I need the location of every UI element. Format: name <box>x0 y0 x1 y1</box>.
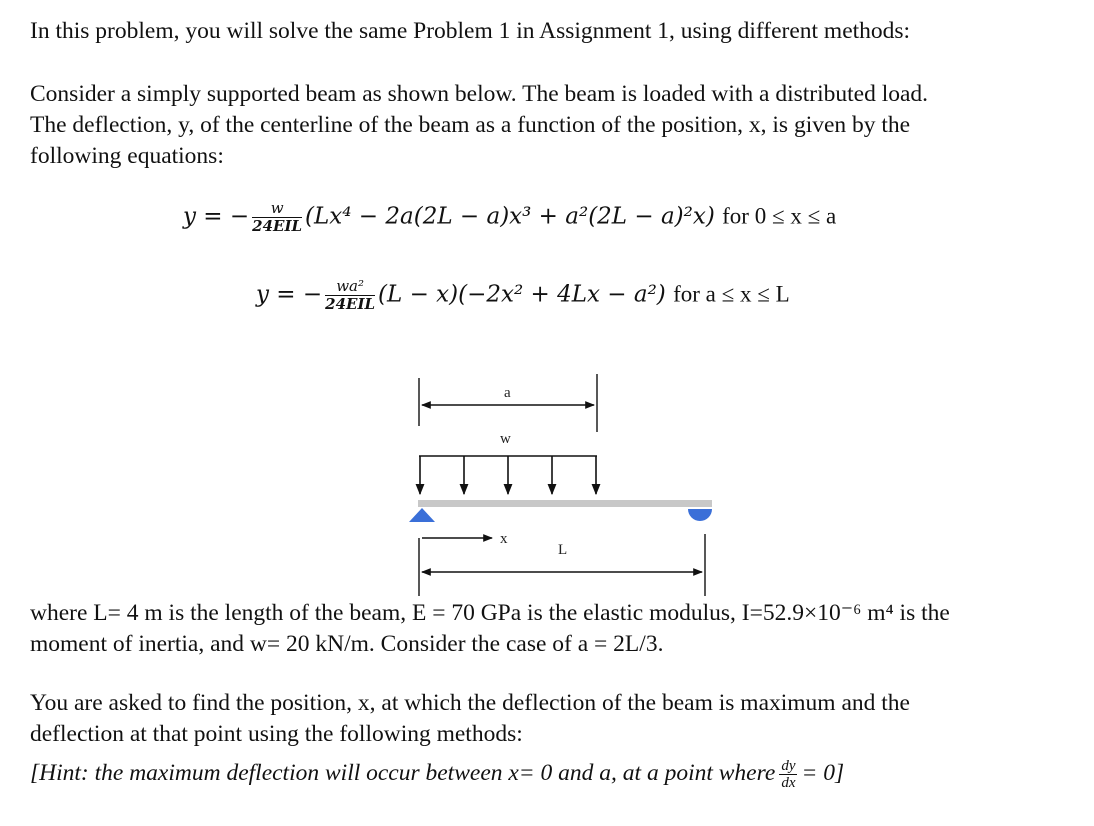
eq2-fraction <box>325 278 375 313</box>
hint-derivative <box>779 758 797 791</box>
hint-derivative-den: dx <box>781 775 796 791</box>
beam-diagram <box>400 368 730 600</box>
task-line-1: You are asked to find the position, x, at which the deflection of the beam is maximum and the <box>30 690 910 716</box>
beam <box>418 500 712 507</box>
task-line-2: deflection at that point using the following methods: <box>30 721 523 747</box>
eq1-rhs: (Lx⁴ − 2a(2L − a)x³ + a²(2L − a)²x) <box>305 203 715 230</box>
hint-line <box>30 758 844 791</box>
equation-1 <box>183 200 836 235</box>
eq2-condition: for a ≤ x ≤ L <box>673 281 790 307</box>
consider-line-1: Consider a simply supported beam as shown below. The beam is loaded with a distributed load. <box>30 81 929 107</box>
load-arrows <box>420 456 596 494</box>
task-paragraph <box>30 688 910 750</box>
eq2-numerator: wa² <box>325 278 375 296</box>
where-paragraph <box>30 598 950 660</box>
consider-line-3: following equations: <box>30 143 224 169</box>
hint-derivative-num: dy <box>781 758 796 774</box>
consider-paragraph <box>30 79 928 172</box>
eq2-lhs: y = − <box>256 281 323 308</box>
label-w: w <box>500 431 511 447</box>
eq1-denominator: 24EIL <box>252 217 303 235</box>
eq2-denominator: 24EIL <box>325 295 376 313</box>
eq2-rhs: (L − x)(−2x² + 4Lx − a²) <box>378 281 666 308</box>
hint-text: [Hint: the maximum deflection will occur between x= 0 and a, at a point where <box>30 759 776 786</box>
label-a: a <box>504 385 511 401</box>
hint-tail: = 0] <box>801 759 845 786</box>
where-line-2: moment of inertia, and w= 20 kN/m. Consider the case of a = 2L/3. <box>30 631 664 657</box>
label-x: x <box>500 531 508 547</box>
label-L: L <box>558 542 568 558</box>
where-line-1: where L= 4 m is the length of the beam, E = 70 GPa is the elastic modulus, I=52.9×10⁻⁶ m⁴ is the <box>30 600 950 626</box>
intro-paragraph: In this problem, you will solve the same Problem 1 in Assignment 1, using different methods: <box>30 18 911 44</box>
eq1-fraction <box>252 200 302 235</box>
pin-support <box>409 508 435 522</box>
roller-support <box>688 509 712 521</box>
consider-line-2: The deflection, y, of the centerline of the beam as a function of the position, x, is given by the <box>30 112 911 138</box>
eq1-numerator: w <box>252 200 302 218</box>
eq1-condition: for 0 ≤ x ≤ a <box>722 203 837 229</box>
eq1-lhs: y = − <box>183 203 250 230</box>
equation-2 <box>256 278 790 313</box>
